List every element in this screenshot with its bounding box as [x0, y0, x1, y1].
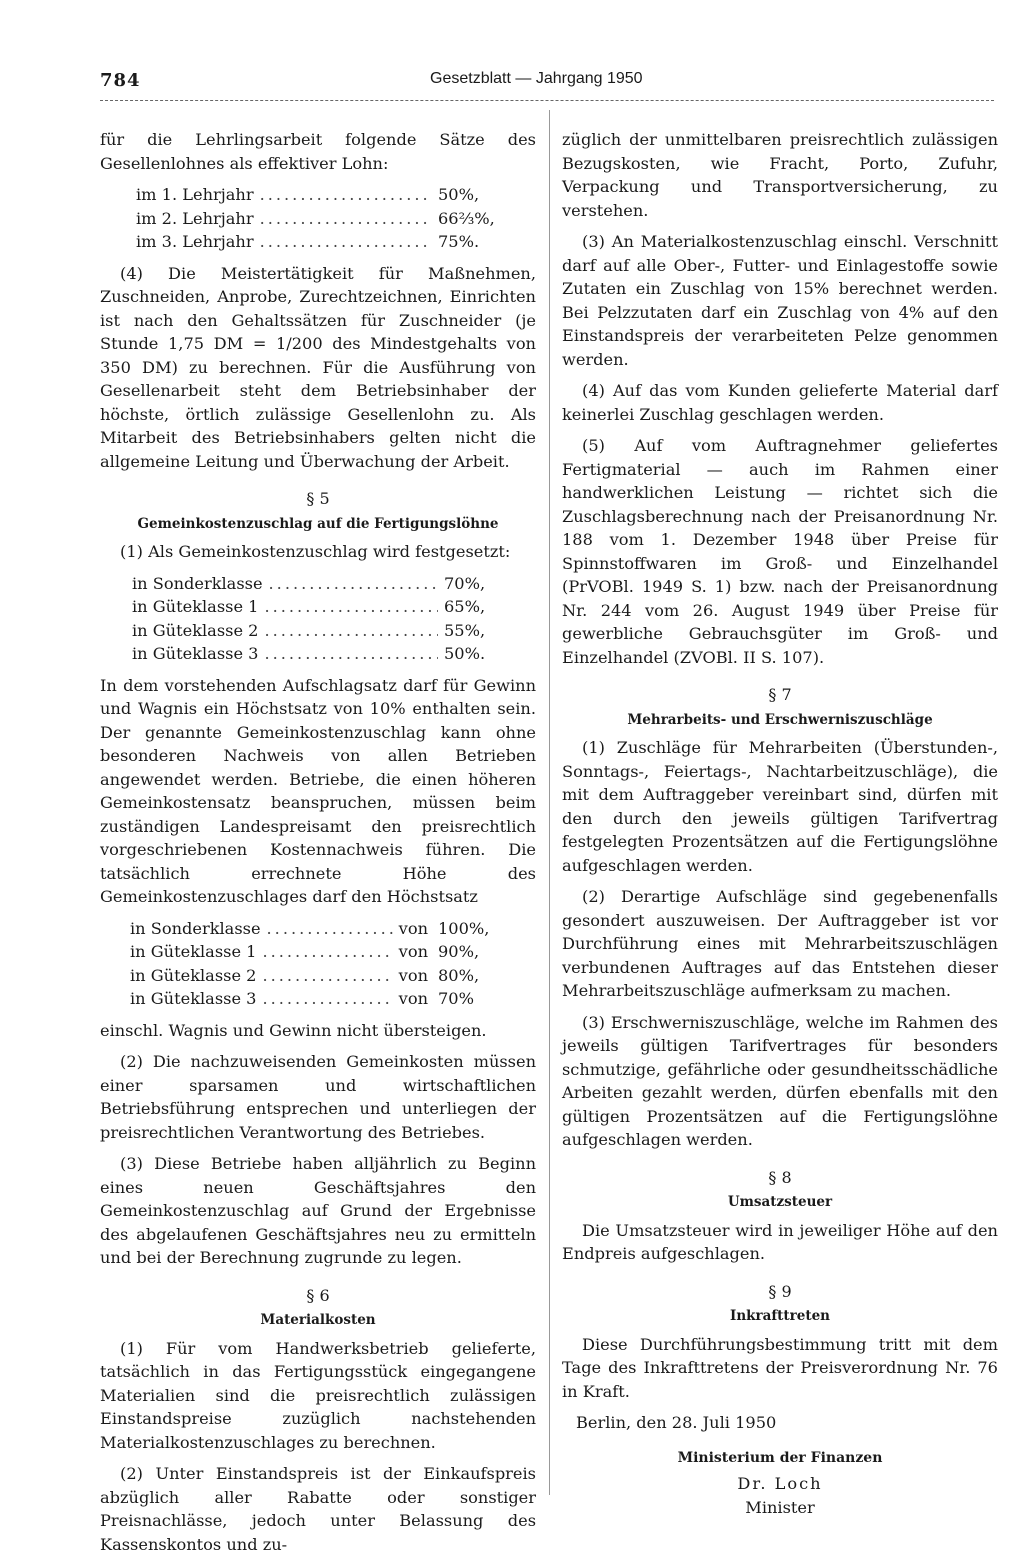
rate-prefix: von: [398, 965, 428, 985]
rate-value: 66⅔%,: [438, 208, 495, 228]
rate-row: [132, 572, 502, 596]
place-date: Berlin, den 28. Juli 1950: [576, 1413, 777, 1432]
section-7-title: Mehrarbeits- und Erschwerniszuschläge: [627, 711, 933, 728]
rate-prefix: von: [398, 989, 428, 1008]
section-6-p2: (2) Unter Einstandspreis ist der Einkaufspreis abzüglich aller Rabatte oder sonstiger Preisnachlässe, jedoch unter Belassung des Kassenskontos und zu-: [100, 1464, 536, 1554]
rate-label: im 2. Lehrjahr: [136, 208, 254, 228]
continuation-paragraph: züglich der unmittelbaren preisrechtlich zulässigen Bezugskosten, wie Fracht, Porto, Zufuhr, Verpackung und Transportversicherung, zu verstehen.: [562, 130, 998, 220]
rate-row: [130, 917, 496, 941]
rate-value: 90%,: [438, 942, 480, 961]
section-5-p1-text: In dem vorstehenden Aufschlagsatz darf für Gewinn und Wagnis ein Höchstsatz von 10% enthalten sein. Der genannte Gemeinkostenzuschlag kann ohne besonderen Nachweis von allen Betrieben angewendet werden. Betriebe, die einen höheren Gemeinkostensatz beanspruchen, müssen beim zuständigen Landespreisamt den preisrechtlich vorgeschriebenen Kostennachweis führen. Die tatsächlich errechnete Höhe des Gemeinkostenzuschlages darf den Höchstsatz: [100, 675, 536, 906]
rate-label: in Sonderklasse: [130, 918, 261, 938]
section-7-p3: (3) Erschwerniszuschläge, welche im Rahmen des jeweils gültigen Tarifvertrages für besonders schmutzige, gefährliche oder gesundheitsschädliche Arbeiten gezahlt werden, dürfen ebenfalls mit den gültigen Prozentsätzen auf die Fertigungslöhne aufgeschlagen werden.: [562, 1012, 998, 1149]
rate-label: in Güteklasse 1: [130, 942, 257, 961]
right-column: [562, 128, 998, 1519]
rate-value: 70%,: [444, 573, 486, 593]
rate-label: im 1. Lehrjahr: [136, 185, 254, 204]
rate-label: in Sonderklasse: [132, 573, 263, 593]
rate-prefix: von: [398, 918, 428, 938]
section-9-title: Inkrafttreten: [730, 1308, 830, 1324]
section-6-p4: (4) Auf das vom Kunden gelieferte Material darf keinerlei Zuschlag geschlagen werden.: [562, 381, 998, 424]
section-5-title: Gemeinkostenzuschlag auf die Fertigungslöhne: [137, 515, 499, 532]
rate-row: [132, 619, 502, 643]
rate-label: in Güteklasse 2: [132, 620, 259, 640]
section-5-number: § 5: [306, 489, 330, 508]
rate-value: 100%,: [438, 918, 490, 938]
rate-prefix: von: [398, 942, 428, 961]
rate-value: 65%,: [444, 597, 486, 616]
column-divider: [549, 110, 550, 1495]
section-5-p1-end: einschl. Wagnis und Gewinn nicht übersteigen.: [100, 1020, 487, 1040]
apprentice-rate-list: [136, 183, 496, 254]
section-5-p3: (3) Diese Betriebe haben alljährlich zu Beginn eines neuen Geschäftsjahres den Gemeinkostenzuschlag auf Grund der Ergebnisse des abgelaufenen Geschäftsjahres neu zu ermitteln und bei der Berechnung zugrunde zu legen.: [100, 1154, 536, 1267]
header-rule: [100, 100, 994, 101]
section-6-p5: (5) Auf vom Auftragnehmer geliefertes Fertigmaterial — auch im Rahmen einer handwerklichen Leistung — richtet sich die Zuschlagsberechnung nach der Preisanordnung Nr. 188 vom 1. Dezember 1948 über Preise für Spinnstoffwaren im Groß- und Einzelhandel (PrVOBl. 1949 S. 1) bzw. nach der Preisanordnung Nr. 244 vom 26. August 1949 über Preise für gewerbliche Gebrauchsgüter im Groß- und Einzelhandel (ZVOBl. II S. 107).: [562, 436, 998, 667]
leader-dots: [264, 595, 438, 619]
leader-dots: [267, 917, 393, 941]
section-7-number: § 7: [768, 685, 792, 704]
page-number: 784: [100, 70, 141, 91]
leader-dots: [262, 940, 392, 964]
signature-role: Minister: [745, 1497, 815, 1517]
rate-value: 70%: [438, 989, 474, 1008]
overhead-rate-list: [132, 572, 502, 666]
rate-row: [130, 964, 496, 988]
rate-row: [136, 207, 496, 231]
rate-value: 50%,: [438, 185, 480, 204]
section-6-title: Materialkosten: [260, 1312, 376, 1328]
signature-name: Dr. Loch: [737, 1474, 823, 1493]
leader-dots: [260, 183, 432, 207]
leader-dots: [264, 642, 438, 666]
section-6-number: § 6: [306, 1285, 330, 1305]
signature-ministry: Ministerium der Finanzen: [677, 1449, 883, 1466]
rate-row: [132, 642, 502, 666]
page-header: [100, 70, 994, 100]
rate-row: [132, 595, 502, 619]
paragraph-4: (4) Die Meistertätigkeit für Maßnehmen, Zuschneiden, Anprobe, Zurechtzeichnen, Einrichten ist nach den Gehaltssätzen für Zuschneider (je Stunde 1,75 DM = 1/200 des Mindestgehalts von 350 DM) zu berechnen. Für die Ausführung von Gesellenarbeit steht dem Betriebsinhaber der höchste, örtlich zulässige Gesellenlohn zu. Als Mitarbeit des Betriebsinhabers gelten nicht die allgemeine Leitung und Überwachung der Arbeit.: [100, 263, 536, 471]
section-7-p1: (1) Zuschläge für Mehrarbeiten (Überstunden-, Sonntags-, Feiertags-, Nachtarbeitzuschläge), die mit dem Auftraggeber vereinbart sind, dürfen mit den durch den jeweils gültigen Tarifvertrag festgelegten Prozentsätzen auf die Fertigungslöhne aufgeschlagen werden.: [562, 738, 998, 875]
rate-row: [130, 987, 496, 1011]
leader-dots: [262, 964, 392, 988]
rate-label: in Güteklasse 1: [132, 597, 259, 616]
max-rate-list: [130, 917, 496, 1011]
leader-dots: [260, 230, 432, 254]
section-8-number: § 8: [768, 1167, 792, 1187]
rate-value: 50%.: [444, 644, 486, 663]
running-title: Gesetzblatt — Jahrgang 1950: [430, 70, 643, 87]
intro-paragraph: für die Lehrlingsarbeit folgende Sätze des Gesellenlohnes als effektiver Lohn:: [100, 130, 536, 173]
leader-dots: [262, 987, 392, 1011]
section-8-title: Umsatzsteuer: [727, 1194, 833, 1210]
rate-value: 75%.: [438, 232, 480, 251]
rate-row: [130, 940, 496, 964]
leader-dots: [260, 207, 432, 231]
rate-label: in Güteklasse 3: [130, 989, 257, 1008]
section-6-p3: (3) An Materialkostenzuschlag einschl. Verschnitt darf auf alle Ober-, Futter- und Einlagestoffe sowie Zutaten ein Zuschlag von 15% berechnet werden. Bei Pelzzutaten darf ein Zuschlag von 4% auf den Einstandspreis der verarbeiteten Pelze genommen werden.: [562, 232, 998, 369]
section-6-p1: (1) Für vom Handwerksbetrieb gelieferte, tatsächlich in das Fertigungsstück eingegangene Materialien sind die preisrechtlich zulässigen Einstandspreise zuzüglich nachstehenden Materialkostenzuschlages zu berechnen.: [100, 1338, 536, 1452]
rate-label: in Güteklasse 2: [130, 965, 257, 985]
section-5-p2: (2) Die nachzuweisenden Gemeinkosten müssen einer sparsamen und wirtschaftlichen Betriebsführung entsprechen und unterliegen der preisrechtlichen Verantwortung des Betriebes.: [100, 1052, 536, 1142]
rate-label: in Güteklasse 3: [132, 644, 259, 663]
leader-dots: [269, 572, 438, 596]
rate-row: [136, 230, 496, 254]
left-column: [100, 128, 536, 1564]
leader-dots: [264, 619, 438, 643]
section-5-p1-intro: (1) Als Gemeinkostenzuschlag wird festgesetzt:: [120, 542, 511, 561]
rate-value: 80%,: [438, 965, 480, 985]
section-7-p2: (2) Derartige Aufschläge sind gegebenenfalls gesondert auszuweisen. Der Auftraggeber ist vor Durchführung eines mit Mehrarbeitszuschlägen verbundenen Auftrages auf das Entstehen dieser Mehrarbeitszuschläge aufmerksam zu machen.: [562, 887, 998, 1000]
rate-value: 55%,: [444, 620, 486, 640]
section-8-text: Die Umsatzsteuer wird in jeweiliger Höhe auf den Endpreis aufgeschlagen.: [562, 1220, 998, 1263]
section-9-text: Diese Durchführungsbestimmung tritt mit dem Tage des Inkrafttretens der Preisverordnung Nr. 76 in Kraft.: [562, 1334, 998, 1401]
rate-row: [136, 183, 496, 207]
rate-label: im 3. Lehrjahr: [136, 232, 254, 251]
section-9-number: § 9: [768, 1281, 792, 1301]
